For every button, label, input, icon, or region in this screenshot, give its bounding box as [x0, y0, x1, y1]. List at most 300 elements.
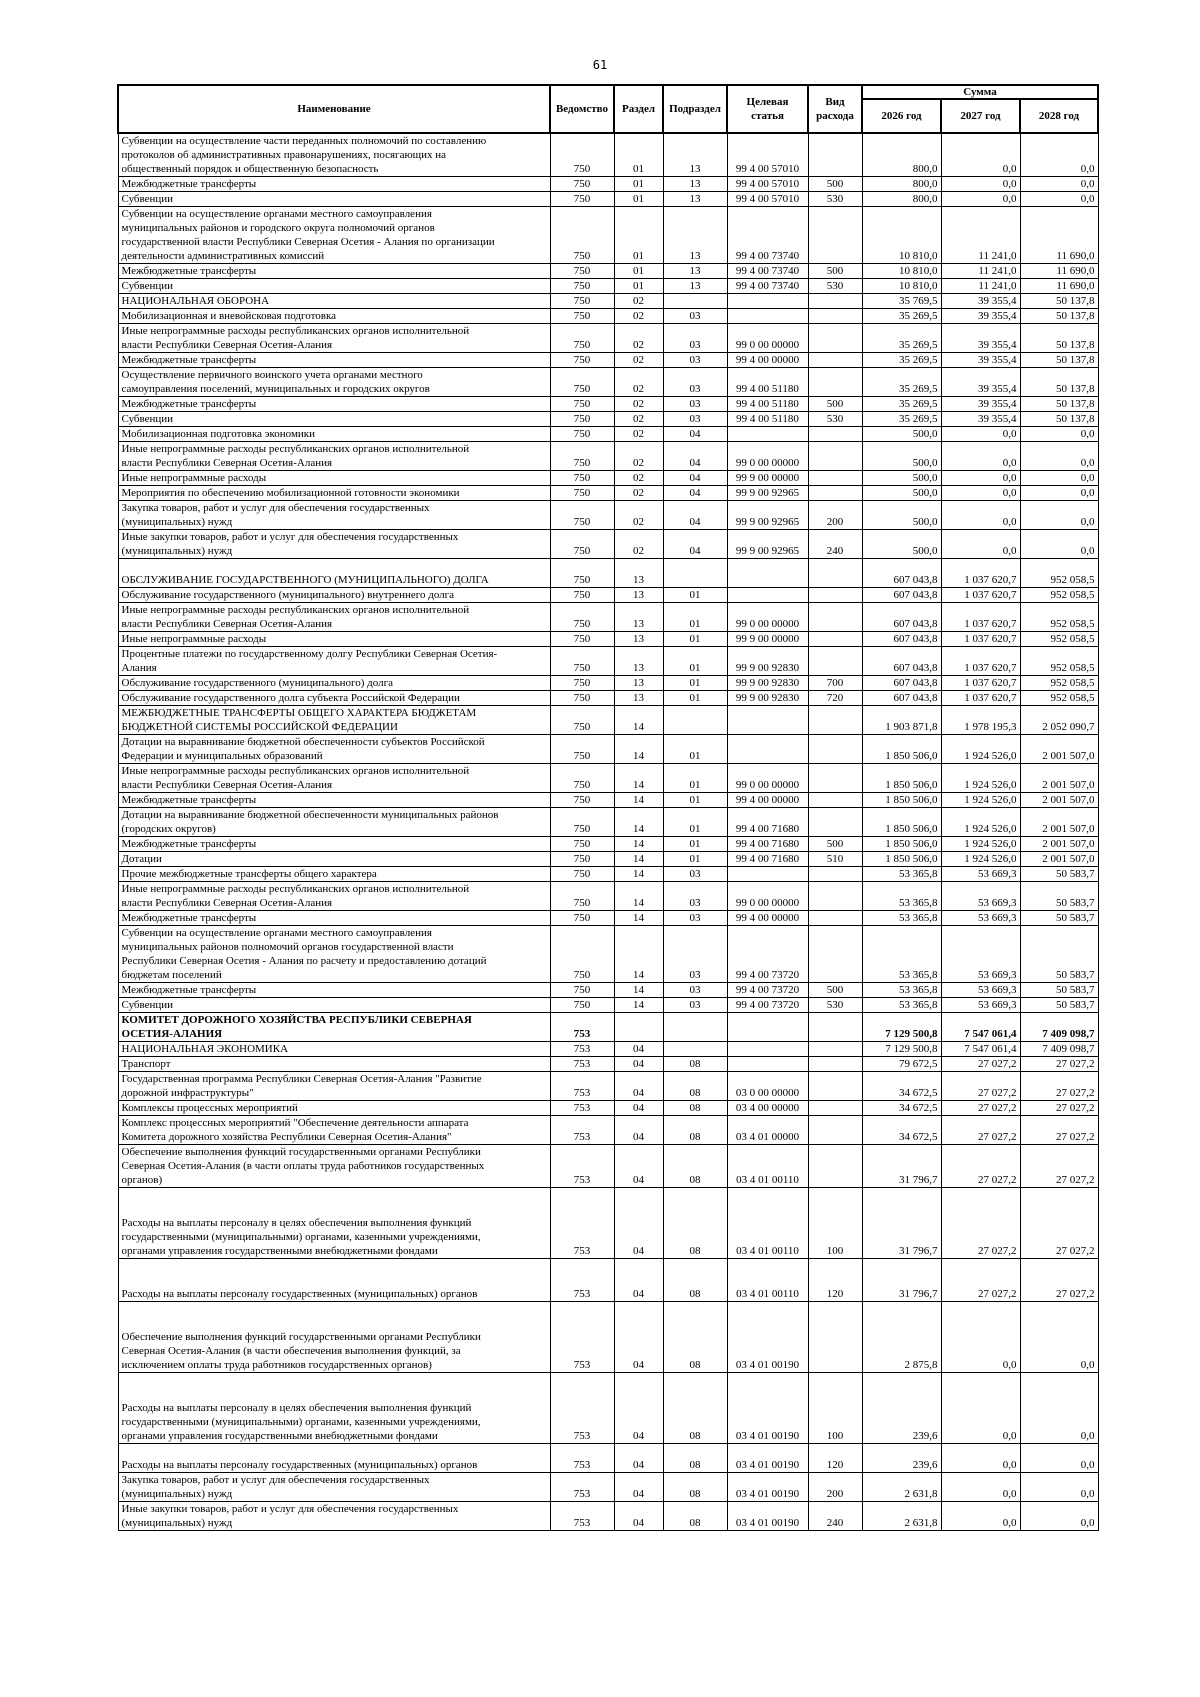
- row-razdel: 14: [614, 735, 663, 764]
- row-sum-2028: 952 058,5: [1020, 588, 1098, 603]
- row-sum-2027: 0,0: [941, 192, 1020, 207]
- row-razdel: [614, 1013, 663, 1042]
- row-target: 99 9 00 92965: [727, 501, 808, 530]
- row-name: Субвенции: [118, 192, 550, 207]
- row-sum-2027: 1 037 620,7: [941, 559, 1020, 588]
- row-vedomstvo: 750: [550, 486, 614, 501]
- row-sum-2027: 39 355,4: [941, 309, 1020, 324]
- row-podrazdel: 08: [663, 1473, 727, 1502]
- row-razdel: 02: [614, 427, 663, 442]
- row-sum-2027: 27 027,2: [941, 1101, 1020, 1116]
- row-target: 99 4 00 51180: [727, 368, 808, 397]
- row-target: [727, 867, 808, 882]
- row-name: Межбюджетные трансферты: [118, 911, 550, 926]
- row-podrazdel: 01: [663, 735, 727, 764]
- table-row: [118, 867, 1098, 882]
- row-podrazdel: 08: [663, 1188, 727, 1259]
- table-row: [118, 133, 1098, 177]
- row-sum-2026: 79 672,5: [862, 1057, 941, 1072]
- row-podrazdel: 13: [663, 192, 727, 207]
- row-target: 99 4 00 00000: [727, 911, 808, 926]
- row-razdel: 02: [614, 412, 663, 427]
- row-target: 99 4 00 57010: [727, 177, 808, 192]
- row-name: МЕЖБЮДЖЕТНЫЕ ТРАНСФЕРТЫ ОБЩЕГО ХАРАКТЕРА БЮДЖЕТАМ БЮДЖЕТНОЙ СИСТЕМЫ РОССИЙСКОЙ ФЕДЕРАЦИИ: [118, 706, 550, 735]
- row-target: 99 4 00 73740: [727, 279, 808, 294]
- row-sum-2028: 0,0: [1020, 1302, 1098, 1373]
- row-vedomstvo: 750: [550, 603, 614, 632]
- row-podrazdel: [663, 294, 727, 309]
- row-sum-2027: 0,0: [941, 486, 1020, 501]
- row-sum-2026: 31 796,7: [862, 1259, 941, 1302]
- row-name: Процентные платежи по государственному долгу Республики Северная Осетия- Алания: [118, 647, 550, 676]
- row-sum-2026: 2 631,8: [862, 1502, 941, 1531]
- row-target: [727, 735, 808, 764]
- table-row: [118, 983, 1098, 998]
- header-y2026: 2026 год: [862, 99, 941, 133]
- row-sum-2027: 1 924 526,0: [941, 837, 1020, 852]
- row-vedomstvo: 750: [550, 882, 614, 911]
- row-sum-2028: 0,0: [1020, 486, 1098, 501]
- table-row: [118, 603, 1098, 632]
- row-podrazdel: 01: [663, 808, 727, 837]
- table-header: [118, 85, 1098, 133]
- row-sum-2028: 952 058,5: [1020, 676, 1098, 691]
- row-vid: [808, 207, 862, 264]
- row-target: 99 4 00 57010: [727, 133, 808, 177]
- page-number: 61: [592, 58, 608, 72]
- row-razdel: 04: [614, 1373, 663, 1444]
- table-row: [118, 294, 1098, 309]
- table-row: [118, 192, 1098, 207]
- row-vedomstvo: 753: [550, 1072, 614, 1101]
- row-razdel: 14: [614, 998, 663, 1013]
- row-name: Межбюджетные трансферты: [118, 837, 550, 852]
- table-row: [118, 1145, 1098, 1188]
- row-sum-2028: 50 583,7: [1020, 998, 1098, 1013]
- row-sum-2026: 53 365,8: [862, 983, 941, 998]
- row-name: Расходы на выплаты персоналу в целях обеспечения выполнения функций государственными (муниципальными) органами, казенными учреждениями, органами управления государственными внебюджетными фондами: [118, 1373, 550, 1444]
- row-target: 99 9 00 92830: [727, 676, 808, 691]
- row-vedomstvo: 753: [550, 1444, 614, 1473]
- table-row: [118, 207, 1098, 264]
- row-sum-2026: 1 850 506,0: [862, 837, 941, 852]
- row-name: Иные непрограммные расходы: [118, 632, 550, 647]
- row-sum-2026: 800,0: [862, 192, 941, 207]
- row-target: 03 4 01 00190: [727, 1502, 808, 1531]
- row-sum-2028: 952 058,5: [1020, 559, 1098, 588]
- row-podrazdel: 01: [663, 676, 727, 691]
- table-row: [118, 882, 1098, 911]
- row-sum-2027: 1 037 620,7: [941, 588, 1020, 603]
- row-sum-2028: 50 137,8: [1020, 412, 1098, 427]
- row-vedomstvo: 750: [550, 706, 614, 735]
- row-podrazdel: [663, 1042, 727, 1057]
- row-sum-2027: 1 037 620,7: [941, 647, 1020, 676]
- row-podrazdel: 04: [663, 442, 727, 471]
- row-sum-2028: 2 001 507,0: [1020, 735, 1098, 764]
- row-sum-2026: 10 810,0: [862, 279, 941, 294]
- row-sum-2028: 27 027,2: [1020, 1259, 1098, 1302]
- row-name: Иные непрограммные расходы республиканских органов исполнительной власти Республики Северная Осетия-Алания: [118, 324, 550, 353]
- row-podrazdel: 03: [663, 353, 727, 368]
- row-sum-2027: 0,0: [941, 133, 1020, 177]
- row-target: 99 4 00 51180: [727, 397, 808, 412]
- row-name: Иные непрограммные расходы республиканских органов исполнительной власти Республики Северная Осетия-Алания: [118, 603, 550, 632]
- table-row: [118, 1013, 1098, 1042]
- row-razdel: 02: [614, 442, 663, 471]
- row-sum-2027: 0,0: [941, 1502, 1020, 1531]
- row-target: [727, 706, 808, 735]
- row-target: 99 9 00 92830: [727, 691, 808, 706]
- row-sum-2026: 500,0: [862, 486, 941, 501]
- row-sum-2027: 1 924 526,0: [941, 735, 1020, 764]
- row-razdel: 14: [614, 926, 663, 983]
- row-sum-2028: 0,0: [1020, 1373, 1098, 1444]
- row-podrazdel: 03: [663, 926, 727, 983]
- row-sum-2026: 1 850 506,0: [862, 852, 941, 867]
- row-podrazdel: 13: [663, 279, 727, 294]
- row-sum-2028: 11 690,0: [1020, 279, 1098, 294]
- table-row: [118, 427, 1098, 442]
- row-razdel: 13: [614, 603, 663, 632]
- row-sum-2028: 952 058,5: [1020, 632, 1098, 647]
- row-podrazdel: 03: [663, 882, 727, 911]
- row-podrazdel: 01: [663, 691, 727, 706]
- row-target: 99 4 00 71680: [727, 852, 808, 867]
- row-target: [727, 1013, 808, 1042]
- row-vedomstvo: 750: [550, 324, 614, 353]
- row-podrazdel: 04: [663, 471, 727, 486]
- table-row: [118, 735, 1098, 764]
- table-row: [118, 486, 1098, 501]
- table-row: [118, 1373, 1098, 1444]
- row-podrazdel: 03: [663, 998, 727, 1013]
- row-vid: [808, 427, 862, 442]
- row-sum-2027: 0,0: [941, 177, 1020, 192]
- row-sum-2026: 500,0: [862, 471, 941, 486]
- row-sum-2027: 1 978 195,3: [941, 706, 1020, 735]
- row-razdel: 01: [614, 264, 663, 279]
- row-razdel: 01: [614, 133, 663, 177]
- row-sum-2028: 11 690,0: [1020, 207, 1098, 264]
- row-razdel: 02: [614, 530, 663, 559]
- row-vedomstvo: 750: [550, 588, 614, 603]
- row-name: Иные непрограммные расходы республиканских органов исполнительной власти Республики Северная Осетия-Алания: [118, 442, 550, 471]
- row-sum-2028: 952 058,5: [1020, 647, 1098, 676]
- row-target: [727, 309, 808, 324]
- row-sum-2026: 500,0: [862, 501, 941, 530]
- row-sum-2027: 27 027,2: [941, 1116, 1020, 1145]
- row-name: Субвенции: [118, 998, 550, 1013]
- row-sum-2026: 35 269,5: [862, 368, 941, 397]
- row-name: Закупка товаров, работ и услуг для обеспечения государственных (муниципальных) нужд: [118, 1473, 550, 1502]
- row-name: Мобилизационная подготовка экономики: [118, 427, 550, 442]
- header-y2027: 2027 год: [941, 99, 1020, 133]
- row-sum-2028: 50 583,7: [1020, 882, 1098, 911]
- row-name: Расходы на выплаты персоналу в целях обеспечения выполнения функций государственными (муниципальными) органами, казенными учреждениями, органами управления государственными внебюджетными фондами: [118, 1188, 550, 1259]
- row-vid: [808, 294, 862, 309]
- row-sum-2028: 50 137,8: [1020, 294, 1098, 309]
- row-podrazdel: 08: [663, 1373, 727, 1444]
- row-sum-2028: 50 583,7: [1020, 926, 1098, 983]
- row-vid: [808, 1013, 862, 1042]
- row-target: 99 0 00 00000: [727, 324, 808, 353]
- row-razdel: 02: [614, 501, 663, 530]
- row-vid: [808, 133, 862, 177]
- row-vedomstvo: 750: [550, 397, 614, 412]
- row-sum-2027: 0,0: [941, 1373, 1020, 1444]
- row-vedomstvo: 750: [550, 264, 614, 279]
- row-vid: [808, 911, 862, 926]
- table-row: [118, 837, 1098, 852]
- row-sum-2026: 34 672,5: [862, 1101, 941, 1116]
- row-vedomstvo: 750: [550, 177, 614, 192]
- row-name: Комплексы процессных мероприятий: [118, 1101, 550, 1116]
- table-row: [118, 1473, 1098, 1502]
- row-razdel: 13: [614, 632, 663, 647]
- table-row: [118, 559, 1098, 588]
- row-name: Мероприятия по обеспечению мобилизационной готовности экономики: [118, 486, 550, 501]
- row-name: КОМИТЕТ ДОРОЖНОГО ХОЗЯЙСТВА РЕСПУБЛИКИ СЕВЕРНАЯ ОСЕТИЯ-АЛАНИЯ: [118, 1013, 550, 1042]
- row-sum-2028: 27 027,2: [1020, 1188, 1098, 1259]
- row-razdel: 13: [614, 588, 663, 603]
- row-razdel: 14: [614, 808, 663, 837]
- row-vedomstvo: 753: [550, 1473, 614, 1502]
- row-sum-2027: 1 037 620,7: [941, 691, 1020, 706]
- table-row: [118, 691, 1098, 706]
- row-razdel: 04: [614, 1042, 663, 1057]
- row-vid: [808, 1116, 862, 1145]
- row-sum-2026: 53 365,8: [862, 867, 941, 882]
- row-sum-2027: 11 241,0: [941, 264, 1020, 279]
- row-sum-2028: 2 001 507,0: [1020, 764, 1098, 793]
- row-target: 03 0 00 00000: [727, 1072, 808, 1101]
- row-target: 99 4 00 00000: [727, 353, 808, 368]
- row-podrazdel: 01: [663, 603, 727, 632]
- row-vid: 500: [808, 983, 862, 998]
- row-sum-2027: 39 355,4: [941, 324, 1020, 353]
- row-vid: 120: [808, 1259, 862, 1302]
- row-sum-2027: 1 924 526,0: [941, 808, 1020, 837]
- row-sum-2026: 53 365,8: [862, 998, 941, 1013]
- row-podrazdel: 08: [663, 1072, 727, 1101]
- row-sum-2026: 800,0: [862, 177, 941, 192]
- budget-table: [117, 84, 1099, 1531]
- table-body: [118, 133, 1098, 1531]
- row-sum-2026: 35 269,5: [862, 412, 941, 427]
- table-row: [118, 1259, 1098, 1302]
- row-vedomstvo: 750: [550, 764, 614, 793]
- row-sum-2028: 50 137,8: [1020, 309, 1098, 324]
- row-sum-2027: 1 037 620,7: [941, 603, 1020, 632]
- row-sum-2027: 1 037 620,7: [941, 676, 1020, 691]
- row-target: 03 4 01 00110: [727, 1259, 808, 1302]
- row-sum-2027: 53 669,3: [941, 882, 1020, 911]
- table-row: [118, 1188, 1098, 1259]
- row-name: Дотации на выравнивание бюджетной обеспеченности муниципальных районов (городских округов): [118, 808, 550, 837]
- row-sum-2026: 607 043,8: [862, 676, 941, 691]
- row-sum-2028: 0,0: [1020, 192, 1098, 207]
- table-row: [118, 1302, 1098, 1373]
- row-sum-2028: 0,0: [1020, 1473, 1098, 1502]
- row-sum-2028: 2 001 507,0: [1020, 808, 1098, 837]
- row-sum-2028: 27 027,2: [1020, 1145, 1098, 1188]
- row-sum-2026: 7 129 500,8: [862, 1042, 941, 1057]
- row-razdel: 02: [614, 309, 663, 324]
- row-name: Субвенции на осуществление органами местного самоуправления муниципальных районов и городского округа полномочий органов государственной власти Республики Северная Осетия - Алания по организации деятельности административных комиссий: [118, 207, 550, 264]
- row-target: 99 4 00 73720: [727, 998, 808, 1013]
- row-podrazdel: 03: [663, 397, 727, 412]
- row-target: 99 9 00 92830: [727, 647, 808, 676]
- row-target: 99 4 00 71680: [727, 808, 808, 837]
- row-sum-2026: 239,6: [862, 1373, 941, 1444]
- row-sum-2028: 0,0: [1020, 1502, 1098, 1531]
- row-name: Комплекс процессных мероприятий "Обеспечение деятельности аппарата Комитета дорожного хозяйства Республики Северная Осетия-Алания": [118, 1116, 550, 1145]
- row-podrazdel: 08: [663, 1444, 727, 1473]
- row-razdel: 02: [614, 324, 663, 353]
- row-podrazdel: 13: [663, 177, 727, 192]
- row-sum-2028: 27 027,2: [1020, 1101, 1098, 1116]
- row-vid: 510: [808, 852, 862, 867]
- row-vedomstvo: 750: [550, 530, 614, 559]
- row-sum-2026: 1 850 506,0: [862, 793, 941, 808]
- row-sum-2026: 1 903 871,8: [862, 706, 941, 735]
- row-podrazdel: 03: [663, 309, 727, 324]
- row-podrazdel: 08: [663, 1502, 727, 1531]
- row-target: 99 9 00 92965: [727, 530, 808, 559]
- row-sum-2028: 50 137,8: [1020, 324, 1098, 353]
- row-razdel: 04: [614, 1502, 663, 1531]
- row-sum-2026: 607 043,8: [862, 691, 941, 706]
- row-sum-2028: 0,0: [1020, 530, 1098, 559]
- row-name: Дотации на выравнивание бюджетной обеспеченности субъектов Российской Федерации и муниципальных образований: [118, 735, 550, 764]
- row-sum-2028: 27 027,2: [1020, 1057, 1098, 1072]
- row-sum-2028: 0,0: [1020, 471, 1098, 486]
- row-target: 99 9 00 00000: [727, 471, 808, 486]
- row-vid: [808, 735, 862, 764]
- table-row: [118, 501, 1098, 530]
- row-razdel: 04: [614, 1057, 663, 1072]
- row-sum-2028: 0,0: [1020, 427, 1098, 442]
- row-razdel: 14: [614, 706, 663, 735]
- table-row: [118, 588, 1098, 603]
- row-sum-2028: 952 058,5: [1020, 603, 1098, 632]
- row-vid: [808, 368, 862, 397]
- row-vedomstvo: 750: [550, 442, 614, 471]
- row-razdel: 04: [614, 1188, 663, 1259]
- table-row: [118, 353, 1098, 368]
- row-vid: 240: [808, 530, 862, 559]
- row-sum-2026: 239,6: [862, 1444, 941, 1473]
- row-razdel: 02: [614, 294, 663, 309]
- row-vid: [808, 588, 862, 603]
- row-podrazdel: [663, 559, 727, 588]
- row-vedomstvo: 750: [550, 998, 614, 1013]
- row-vedomstvo: 753: [550, 1373, 614, 1444]
- row-podrazdel: 01: [663, 632, 727, 647]
- row-vid: [808, 764, 862, 793]
- row-name: Мобилизационная и вневойсковая подготовка: [118, 309, 550, 324]
- row-vedomstvo: 750: [550, 559, 614, 588]
- row-vid: [808, 1302, 862, 1373]
- row-razdel: 04: [614, 1145, 663, 1188]
- row-sum-2026: 35 769,5: [862, 294, 941, 309]
- row-sum-2028: 952 058,5: [1020, 691, 1098, 706]
- row-sum-2028: 2 001 507,0: [1020, 852, 1098, 867]
- table-row: [118, 1502, 1098, 1531]
- row-name: Субвенции: [118, 279, 550, 294]
- row-vedomstvo: 750: [550, 501, 614, 530]
- row-vid: 500: [808, 264, 862, 279]
- table-row: [118, 309, 1098, 324]
- row-razdel: 14: [614, 837, 663, 852]
- row-vid: [808, 1145, 862, 1188]
- row-sum-2027: 27 027,2: [941, 1259, 1020, 1302]
- row-target: 03 4 01 00190: [727, 1444, 808, 1473]
- row-vid: 500: [808, 397, 862, 412]
- row-target: 99 4 00 73720: [727, 926, 808, 983]
- table-row: [118, 1057, 1098, 1072]
- row-sum-2026: 53 365,8: [862, 926, 941, 983]
- row-sum-2026: 2 631,8: [862, 1473, 941, 1502]
- row-vid: [808, 926, 862, 983]
- row-podrazdel: 08: [663, 1302, 727, 1373]
- row-vedomstvo: 750: [550, 911, 614, 926]
- header-podrazdel: Подраздел: [663, 85, 727, 133]
- row-name: Иные непрограммные расходы: [118, 471, 550, 486]
- row-razdel: 01: [614, 207, 663, 264]
- row-vid: [808, 603, 862, 632]
- row-vid: [808, 1072, 862, 1101]
- row-podrazdel: 01: [663, 764, 727, 793]
- row-sum-2028: 27 027,2: [1020, 1072, 1098, 1101]
- row-sum-2028: 11 690,0: [1020, 264, 1098, 279]
- row-podrazdel: 04: [663, 427, 727, 442]
- row-sum-2028: 0,0: [1020, 442, 1098, 471]
- header-sum: Сумма: [862, 85, 1098, 99]
- row-vedomstvo: 753: [550, 1101, 614, 1116]
- row-sum-2026: 53 365,8: [862, 911, 941, 926]
- row-name: Дотации: [118, 852, 550, 867]
- row-podrazdel: 13: [663, 264, 727, 279]
- row-name: Межбюджетные трансферты: [118, 353, 550, 368]
- row-target: [727, 1057, 808, 1072]
- row-name: Межбюджетные трансферты: [118, 397, 550, 412]
- row-razdel: 04: [614, 1473, 663, 1502]
- row-name: Субвенции на осуществление органами местного самоуправления муниципальных районов полномочий органов государственной власти Республики Северная Осетия - Алания по расчету и предоставлению дотаций бюджетам поселений: [118, 926, 550, 983]
- row-sum-2026: 1 850 506,0: [862, 764, 941, 793]
- row-target: 99 4 00 73720: [727, 983, 808, 998]
- row-razdel: 01: [614, 177, 663, 192]
- header-target: Целевая статья: [727, 85, 808, 133]
- row-name: Прочие межбюджетные трансферты общего характера: [118, 867, 550, 882]
- row-razdel: 04: [614, 1444, 663, 1473]
- row-name: Обслуживание государственного долга субъекта Российской Федерации: [118, 691, 550, 706]
- row-sum-2027: 53 669,3: [941, 926, 1020, 983]
- header-y2028: 2028 год: [1020, 99, 1098, 133]
- row-sum-2028: 50 137,8: [1020, 397, 1098, 412]
- row-razdel: 02: [614, 368, 663, 397]
- row-podrazdel: 01: [663, 588, 727, 603]
- row-sum-2027: 53 669,3: [941, 983, 1020, 998]
- row-vedomstvo: 753: [550, 1302, 614, 1373]
- row-sum-2028: 0,0: [1020, 501, 1098, 530]
- row-vid: 530: [808, 192, 862, 207]
- row-sum-2027: 11 241,0: [941, 279, 1020, 294]
- table-row: [118, 1444, 1098, 1473]
- table-row: [118, 1072, 1098, 1101]
- row-vedomstvo: 750: [550, 309, 614, 324]
